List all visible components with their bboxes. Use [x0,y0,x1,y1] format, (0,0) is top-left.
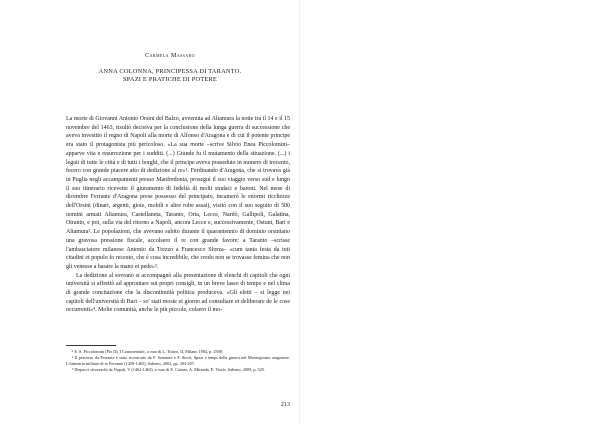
chapter-title-line-2: SPAZI E PRATICHE DI POTERE [122,75,218,83]
paragraph: La dedizione al sovrano si accompagnò alla presentazione di elenchi di capitoli che ogni università si affrettò ad approntare sui propri consigli, in un breve lasso di tempo e nel clima di grande concitazione che la discontinuità politica produceva. «Gli eletti – si legge nei capitoli dell'università di Bari – so' stati moste et giorno ad consultare et deliberare de le cose occurrenti»⁴. Molte comunità, anche le più piccole, colsero il mo- [66,272,290,314]
footnote: ¹ E. S. Piccolomini (Pio II), I Commentarii, a cura di L. Totaro, II, Milano 1984, p. 2508. [72,349,223,354]
footnote-rule [66,345,116,346]
footnotes [66,349,290,373]
paragraph: La morte di Giovanni Antonio Orsini del Balzo, avvenuta ad Altamura la notte tra il 14 e il 15 novembre del 1463, risultò decisiva per la conclusione della lunga guerra di successione che aveva investito il regno di Napoli alla morte di Alfonso d'Aragona e di cui il potente principe era stato il protagonista più pericoloso. «La sua morte –scrive Silvio Enea Piccolomini– apparve vita e resurrezione per i sudditi. (...) Grande fu il mutamento della situazione. (...) i legati di tutte le città e di tutti i borghi, che il principe aveva posseduto in numero di trecento, fecero con grande piacere atto di dedizione al re»¹. Ferdinando d'Aragona, che si trovava già in Puglia negli accampamenti presso Manfredonia, proseguì il suo viaggio verso sud e lungo il suo itinerario ricevette il giuramento di fedeltà di molti sindaci e baroni. Nel mese di dicembre Ferrante d'Aragona prese possesso del principato, incamerò le enormi ricchezze dell'Orsini (dinari, argenti, gioie, mobili e altre robe assai), visitò con il suo seguito di 500 uomini armati Altamura, Castellaneta, Taranto, Oria, Lecce, Nardò, Gallipoli, Galatina, Otranto, e poi, sulla via del ritorno a Napoli, ancora Lecce e, successivamente, Ostuni, Bari e Altamura². Le popolazioni, che avevano subito durante il quarantennio di dominio orsiniano una gravosa pressione fiscale, accolsero il re con grande favore: a Taranto –scrisse l'ambasciatore milanese Antonio da Trezzo a Francesco Sforza– «cum tanta festa da tuti citadini et populo fo receuto, che è cosa incredibile, che credo non se trovasse femina che non gli venesse a basare la mano et pede»³. [66,116,290,270]
body-text [66,115,290,315]
footnote: ² Il percorso da Ferrante è stato ricostruito da F. Senatore e F. Storti, Spazi e tempi della guerra nel Mezzogiorno aragonese. L'itinerario militare di re Ferrante (1458-1465), Salerno, 2002, pp. 204-207. [66,354,290,366]
page-gutter [299,0,300,423]
chapter-title-line-1: ANNA COLONNA, PRINCIPESSA DI TARANTO. [98,68,242,75]
running-head-author: Carmela Massaro [145,52,195,59]
chapter-title [70,68,270,83]
page-number: 213 [280,401,290,408]
footnote: ³ Dispacci sforzeschi da Napoli, V (1462-1463), a cura di E. Catone, A. Miranda, E. Vitale, Salerno, 2009, p. 525. [72,366,266,372]
